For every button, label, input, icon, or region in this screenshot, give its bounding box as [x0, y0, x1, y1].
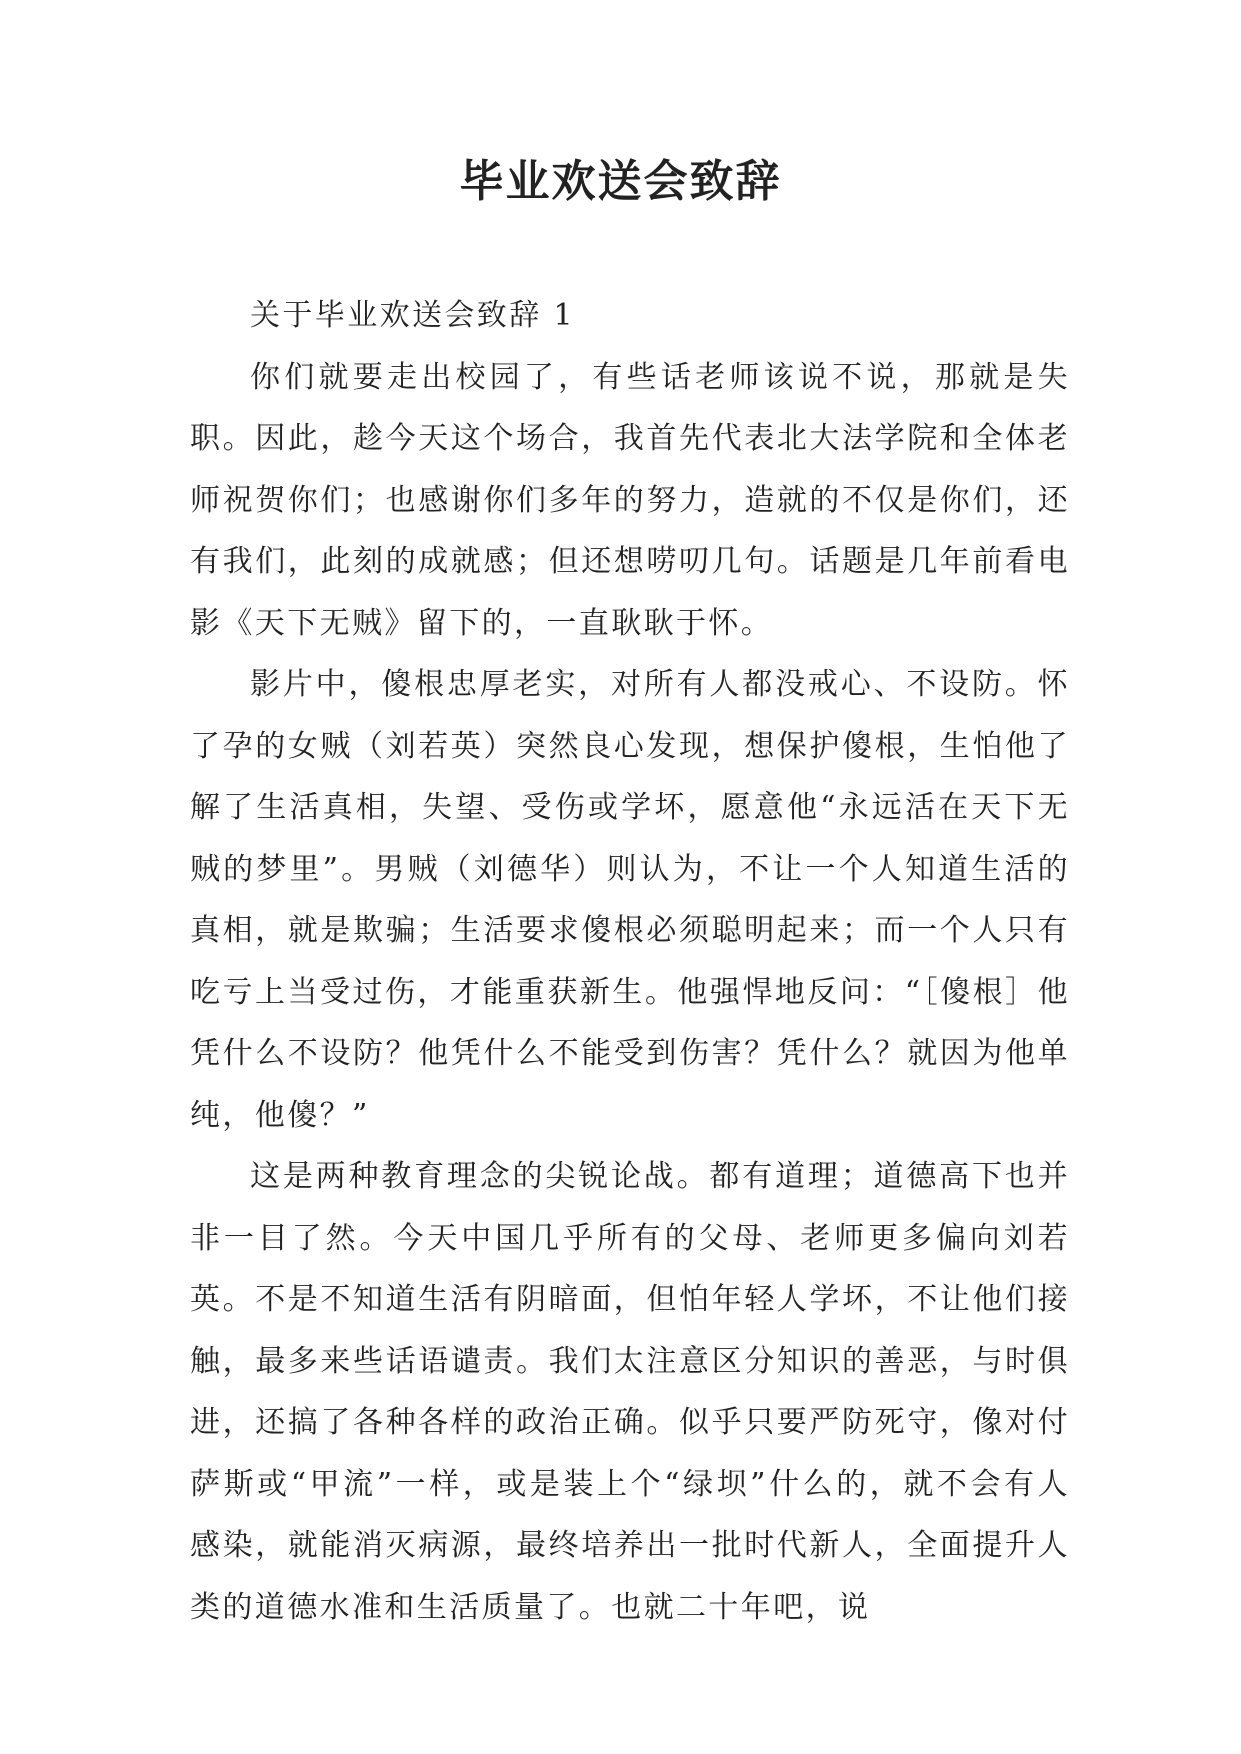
document-title: 毕业欢送会致辞: [459, 156, 782, 207]
paragraph-3: 这是两种教育理念的尖锐论战。都有道理；道德高下也并非一目了然。今天中国几乎所有的父母、老师更多偏向刘若英。不是不知道生活有阴暗面，但怕年轻人学坏，不让他们接触，最多来些话语谴责。我们太注意区分知识的善恶，与时俱进，还搞了各种各样的政治正确。似乎只要严防死守，像对付萨斯或“甲流”一样，或是装上个“绿坝”什么的，就不会有人感染，就能消灭病源，最终培养出一批时代新人，全面提升人类的道德水准和生活质量了。也就二十年吧，说: [190, 1159, 1070, 1625]
paragraph-1: 你们就要走出校园了，有些话老师该说不说，那就是失职。因此，趁今天这个场合，我首先代表北大法学院和全体老师祝贺你们；也感谢你们多年的努力，造就的不仅是你们，还有我们，此刻的成就感；但还想唠叨几句。话题是几年前看电影《天下无贼》留下的，一直耿耿于怀。: [190, 359, 1070, 641]
document-body: [190, 285, 1070, 1638]
section-heading: 关于毕业欢送会致辞 1: [250, 298, 576, 333]
paragraph-2: 影片中，傻根忠厚老实，对所有人都没戒心、不设防。怀了孕的女贼（刘若英）突然良心发现，想保护傻根，生怕他了解了生活真相，失望、受伤或学坏，愿意他“永远活在天下无贼的梦里”。男贼（刘德华）则认为，不让一个人知道生活的真相，就是欺骗；生活要求傻根必须聪明起来；而一个人只有吃亏上当受过伤，才能重获新生。他强悍地反问：“［傻根］他凭什么不设防？他凭什么不能受到伤害？凭什么？就因为他单纯，他傻？”: [190, 667, 1070, 1133]
